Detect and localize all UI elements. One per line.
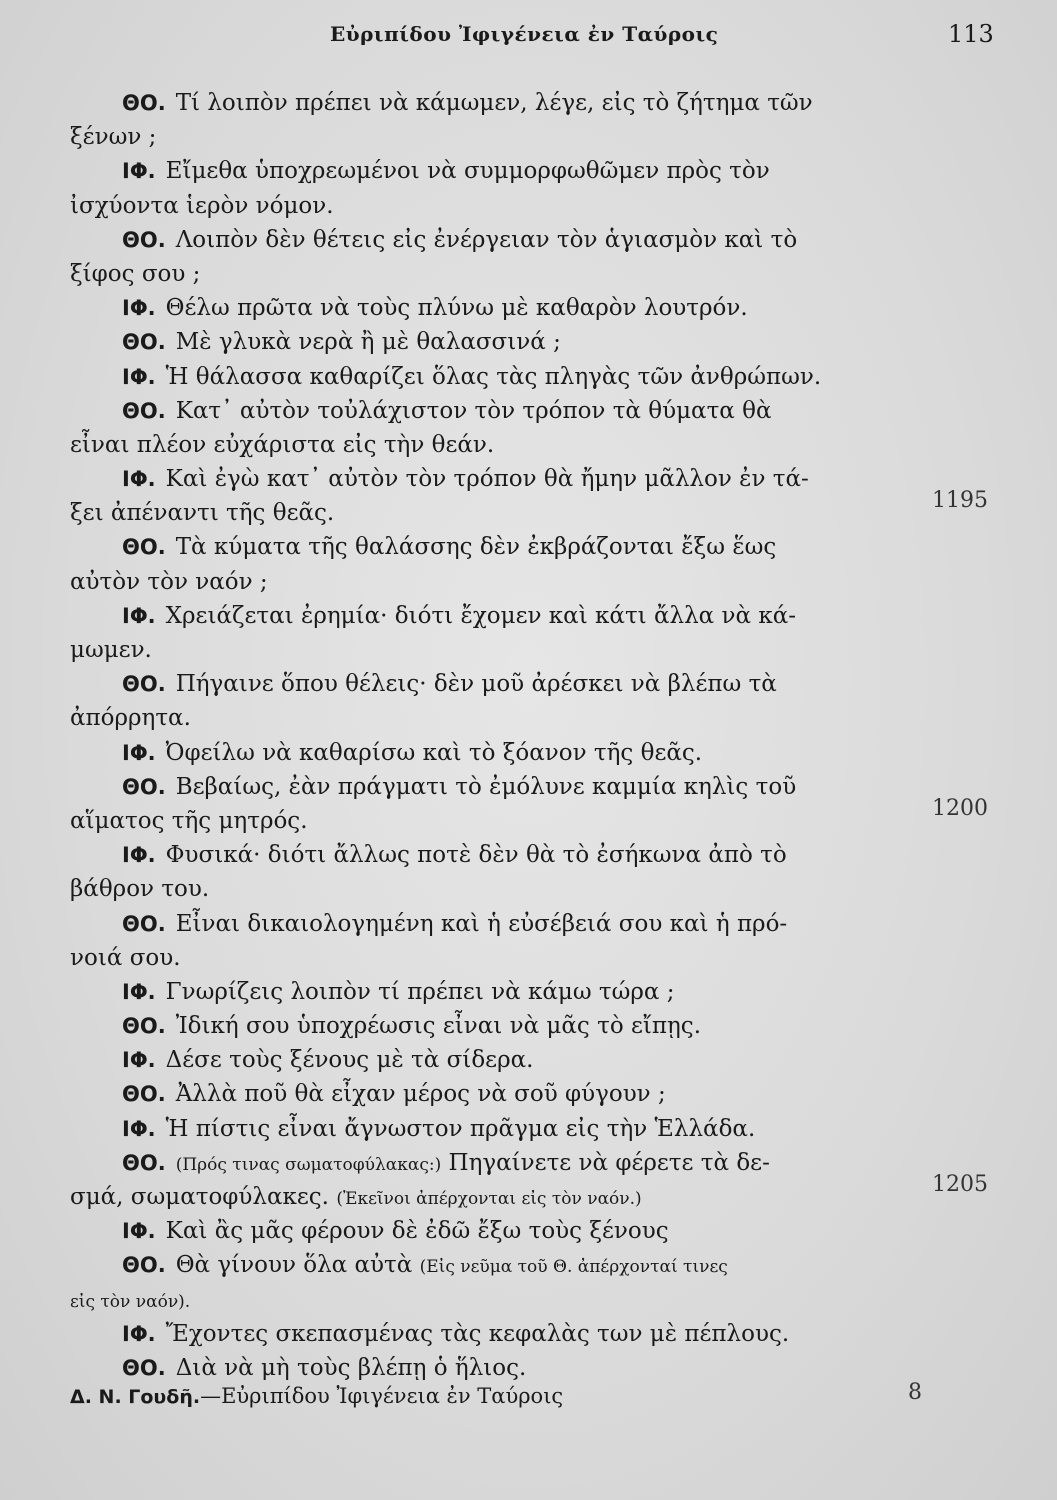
text-line — [70, 1248, 922, 1282]
text-line — [70, 975, 922, 1009]
line-text: Πηγαίνετε νὰ φέρετε τὰ δε- — [448, 1149, 770, 1176]
text-line — [70, 701, 922, 735]
line-text: σμά, σωματοφύλακες. — [70, 1184, 329, 1210]
line-text: Ἔχοντες σκεπασμένας τὰς κεφαλὰς των μὲ πέπλους. — [165, 1320, 790, 1347]
speaker-label: ΘΟ. — [122, 672, 166, 697]
speaker-label: ΙΦ. — [122, 1116, 156, 1141]
line-number-1205: 1205 — [932, 1172, 988, 1197]
text-line — [70, 1317, 922, 1351]
line-text: Ἡ θάλασσα καθαρίζει ὅλας τὰς πληγὰς τῶν ἀνθρώπων. — [165, 363, 822, 390]
text-line — [70, 872, 922, 906]
line-text: νοιά σου. — [70, 944, 181, 971]
line-number-1195: 1195 — [932, 488, 988, 513]
speaker-label: ΘΟ. — [122, 1253, 166, 1278]
line-text: Πήγαινε ὅπου θέλεις· δὲν μοῦ ἀρέσκει νὰ βλέπω τὰ — [175, 671, 777, 698]
running-title: Εὐριπίδου Ἰφιγένεια ἐν Ταύροις — [330, 22, 719, 46]
text-line — [70, 462, 922, 496]
text-line — [70, 394, 922, 428]
text-line — [70, 907, 922, 941]
line-text: ξίφος σου ; — [70, 260, 201, 287]
text-line — [70, 120, 922, 154]
line-text: Τί λοιπὸν πρέπει νὰ κάμωμεν, λέγε, εἰς τὸ ζήτημα τῶν — [175, 90, 813, 116]
stage-direction: εἰς τὸν ναόν). — [70, 1291, 191, 1312]
speaker-label: ΘΟ. — [122, 535, 166, 560]
text-line — [70, 530, 922, 564]
line-text: Ὀφείλω νὰ καθαρίσω καὶ τὸ ξόανον τῆς θεᾶς. — [165, 739, 703, 766]
speaker-label: ΙΦ. — [122, 1321, 156, 1346]
text-line — [70, 257, 922, 291]
speaker-label: ΙΦ. — [122, 1219, 156, 1244]
stage-direction: (Πρός τινας σωματοφύλακας:) — [175, 1154, 442, 1175]
speaker-label: ΘΟ. — [122, 774, 166, 799]
signature-number: 8 — [908, 1380, 922, 1405]
line-text: Λοιπὸν δὲν θέτεις εἰς ἐνέργειαν τὸν ἁγιασμὸν καὶ τὸ — [175, 226, 798, 253]
speaker-label: ΘΟ. — [122, 398, 166, 423]
text-line — [70, 1077, 922, 1111]
page-footer — [70, 1380, 930, 1414]
line-text: Τὰ κύματα τῆς θαλάσσης δὲν ἐκβράζονται ἔξω ἕως — [175, 534, 777, 561]
text-line — [70, 736, 922, 770]
line-text: Καὶ ἂς μᾶς φέρουν δὲ ἐδῶ ἔξω τοὺς ξένους — [165, 1218, 669, 1245]
text-line — [70, 565, 922, 599]
text-line — [70, 1043, 922, 1077]
speaker-label: ΘΟ. — [122, 1014, 166, 1039]
speaker-label: ΙΦ. — [122, 843, 156, 868]
line-text: ἰσχύοντα ἱερὸν νόμον. — [70, 192, 334, 219]
line-text: ἀπόρρητα. — [70, 705, 191, 732]
text-line — [70, 223, 922, 257]
line-text: αὐτὸν τὸν ναόν ; — [70, 568, 268, 595]
speaker-label: ΙΦ. — [122, 467, 156, 492]
text-line — [70, 496, 922, 530]
speaker-label: ΘΟ. — [122, 227, 166, 252]
line-text: Γνωρίζεις λοιπὸν τί πρέπει νὰ κάμω τώρα ; — [165, 978, 675, 1005]
text-line — [70, 1146, 922, 1180]
stage-direction: (Ἐκεῖνοι ἀπέρχονται εἰς τὸν ναόν.) — [336, 1189, 642, 1209]
line-text: Διὰ νὰ μὴ τοὺς βλέπῃ ὁ ἥλιος. — [175, 1354, 527, 1381]
dialogue-text — [70, 86, 922, 1385]
text-line — [70, 428, 922, 462]
speaker-label: ΘΟ. — [122, 91, 166, 115]
speaker-label: ΙΦ. — [122, 1048, 156, 1073]
line-text: Δέσε τοὺς ξένους μὲ τὰ σίδερα. — [165, 1047, 534, 1074]
line-text: βάθρον του. — [70, 876, 210, 903]
speaker-label: ΙΦ. — [122, 159, 156, 184]
line-text: Βεβαίως, ἐὰν πράγματι τὸ ἐμόλυνε καμμία κηλὶς τοῦ — [175, 773, 797, 800]
speaker-label: ΘΟ. — [122, 911, 166, 936]
speaker-label: ΙΦ. — [122, 740, 156, 765]
line-text: Εἶναι δικαιολογημένη καὶ ἡ εὐσέβειά σου καὶ ἡ πρό- — [175, 910, 788, 937]
line-text: Ἀλλὰ ποῦ θὰ εἶχαν μέρος νὰ σοῦ φύγουν ; — [175, 1081, 666, 1108]
text-line — [70, 941, 922, 975]
line-text: ξει ἀπέναντι τῆς θεᾶς. — [70, 500, 335, 527]
text-line — [70, 667, 922, 701]
line-text: Εἴμεθα ὑποχρεωμένοι νὰ συμμορφωθῶμεν πρὸς τὸν — [165, 158, 770, 185]
line-text: Μὲ γλυκὰ νερὰ ἢ μὲ θαλασσινά ; — [175, 329, 561, 356]
speaker-label: ΙΦ. — [122, 364, 156, 389]
page-number: 113 — [948, 20, 994, 48]
text-line — [70, 291, 922, 325]
line-text: μωμεν. — [70, 637, 152, 663]
text-line — [70, 189, 922, 223]
speaker-label: ΘΟ. — [122, 1150, 166, 1175]
text-line — [70, 1180, 922, 1214]
text-line — [70, 154, 922, 188]
text-line — [70, 1214, 922, 1248]
text-line — [70, 1009, 922, 1043]
footer-author: Δ. Ν. Γουδῆ. — [70, 1386, 201, 1408]
text-line — [70, 804, 922, 838]
text-line — [70, 1112, 922, 1146]
line-text: Θέλω πρῶτα νὰ τοὺς πλύνω μὲ καθαρὸν λουτρόν. — [165, 295, 748, 322]
text-line — [70, 633, 922, 667]
line-text: Χρειάζεται ἐρημία· διότι ἔχομεν καὶ κάτι ἄλλα νὰ κά- — [165, 602, 797, 629]
text-line — [70, 599, 922, 633]
text-line — [70, 360, 922, 394]
speaker-label: ΙΦ. — [122, 603, 156, 628]
text-line — [70, 1283, 922, 1317]
line-text: Θὰ γίνουν ὅλα αὐτὰ — [175, 1252, 413, 1279]
footer-credit — [70, 1384, 563, 1408]
line-text: εἶναι πλέον εὐχάριστα εἰς τὴν θεάν. — [70, 431, 495, 458]
page-header — [0, 22, 1057, 52]
text-line — [70, 838, 922, 872]
text-line — [70, 325, 922, 359]
text-line — [70, 86, 922, 120]
speaker-label: ΙΦ. — [122, 979, 156, 1004]
line-text: αἵματος τῆς μητρός. — [70, 807, 308, 834]
text-line — [70, 770, 922, 804]
stage-direction: (Εἰς νεῦμα τοῦ Θ. ἀπέρχονταί τινες — [419, 1257, 728, 1278]
line-text: Καὶ ἐγὼ κατ᾽ αὐτὸν τὸν τρόπον θὰ ἤμην μᾶλλον ἐν τά- — [165, 466, 809, 493]
line-text: Ἡ πίστις εἶναι ἄγνωστον πρᾶγμα εἰς τὴν Ἑλλάδα. — [165, 1115, 756, 1142]
line-number-1200: 1200 — [932, 796, 988, 821]
line-text: Ἰδική σου ὑποχρέωσις εἶναι νὰ μᾶς τὸ εἴπῃς. — [175, 1013, 702, 1040]
line-text: Κατ᾽ αὐτὸν τοὐλάχιστον τὸν τρόπον τὰ θύματα θὰ — [175, 397, 772, 424]
speaker-label: ΙΦ. — [122, 296, 156, 321]
speaker-label: ΘΟ. — [122, 330, 166, 355]
speaker-label: ΘΟ. — [122, 1355, 166, 1380]
footer-work: —Εὐριπίδου Ἰφιγένεια ἐν Ταύροις — [200, 1384, 564, 1408]
line-text: ξένων ; — [70, 124, 157, 151]
line-text: Φυσικά· διότι ἄλλως ποτὲ δὲν θὰ τὸ ἐσήκωνα ἀπὸ τὸ — [165, 842, 787, 869]
speaker-label: ΘΟ. — [122, 1082, 166, 1107]
